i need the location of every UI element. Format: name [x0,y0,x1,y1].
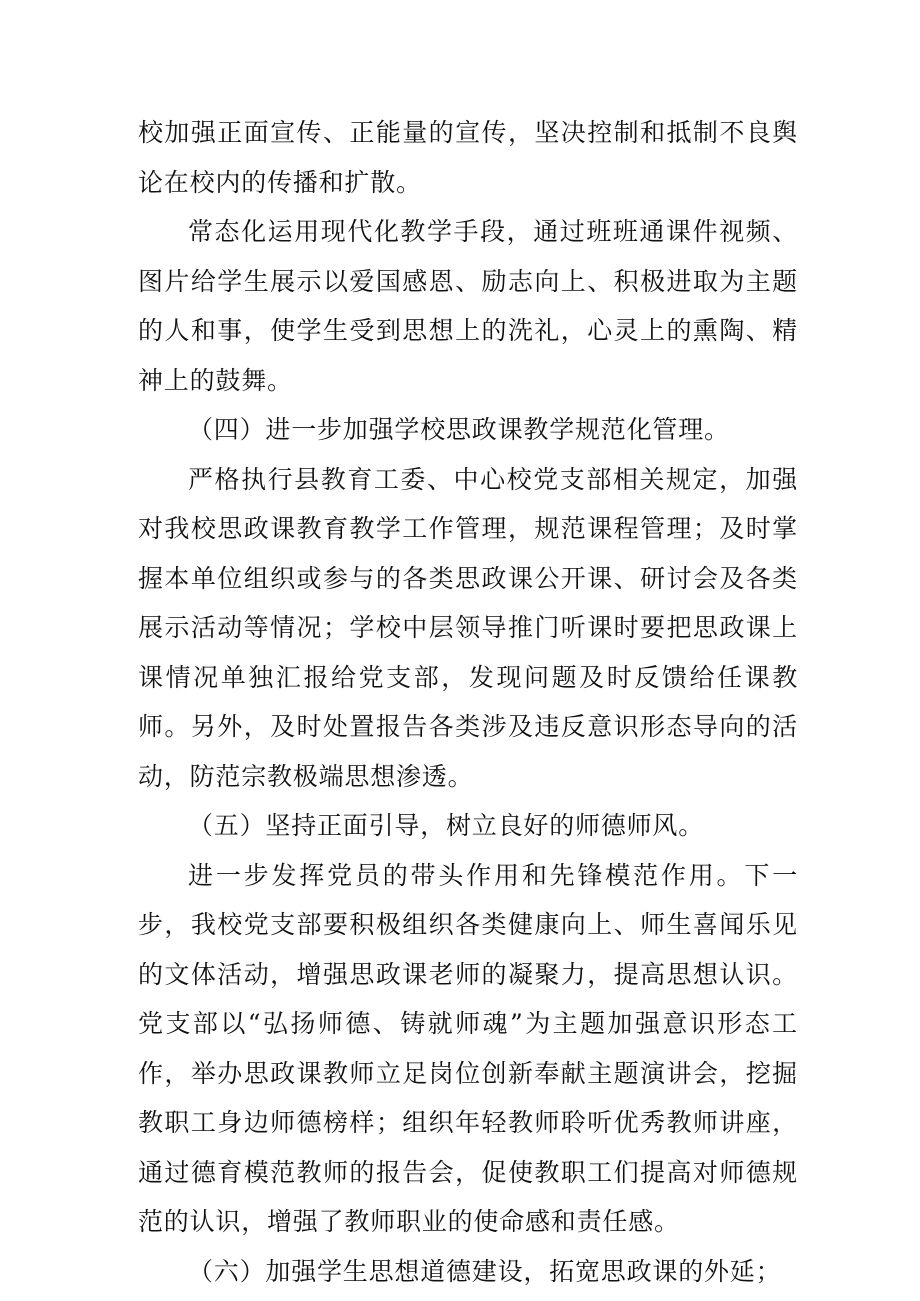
document-body [138,108,798,1296]
section-heading-five: （五）坚持正面引导，树立良好的师德师风。 [188,811,705,840]
section-heading-six: （六）加强学生思想道德建设，拓宽思政课的外延； [188,1256,782,1286]
paragraph-course-management: 严格执行县教育工委、中心校党支部相关规定，加强对我校思政课教育教学工作管理，规范课程管理；及时掌握本单位组织或参与的各类思政课公开课、研讨会及各类展示活动等情况；学校中层领导推门听课时要把思政课上课情况单独汇报给党支部，发现问题及时反馈给任课教师。另外，及时处置报告各类涉及违反意识形态导向的活动，防范宗教极端思想渗透。 [138,464,798,791]
paragraph-continuation: 校加强正面宣传、正能量的宣传，坚决控制和抵制不良舆论在校内的传播和扩散。 [138,118,798,197]
paragraph-teaching-methods: 常态化运用现代化教学手段，通过班班通课件视频、图片给学生展示以爱国感恩、励志向上、积极进取为主题的人和事，使学生受到思想上的洗礼，心灵上的熏陶、精神上的鼓舞。 [138,217,798,395]
section-heading-four: （四）进一步加强学校思政课教学规范化管理。 [188,415,730,444]
paragraph-teacher-ethics: 进一步发挥党员的带头作用和先锋模范作用。下一步，我校党支部要积极组织各类健康向上、师生喜闻乐见的文体活动，增强思政课老师的凝聚力，提高思想认识。党支部以“弘扬师德、铸就师魂”为主题加强意识形态工作，举办思政课教师立足岗位创新奉献主题演讲会，挖掘教职工身边师德榜样；组织年轻教师聆听优秀教师讲座，通过德育模范教师的报告会，促使教职工们提高对师德规范的认识，增强了教师职业的使命感和责任感。 [138,860,798,1236]
